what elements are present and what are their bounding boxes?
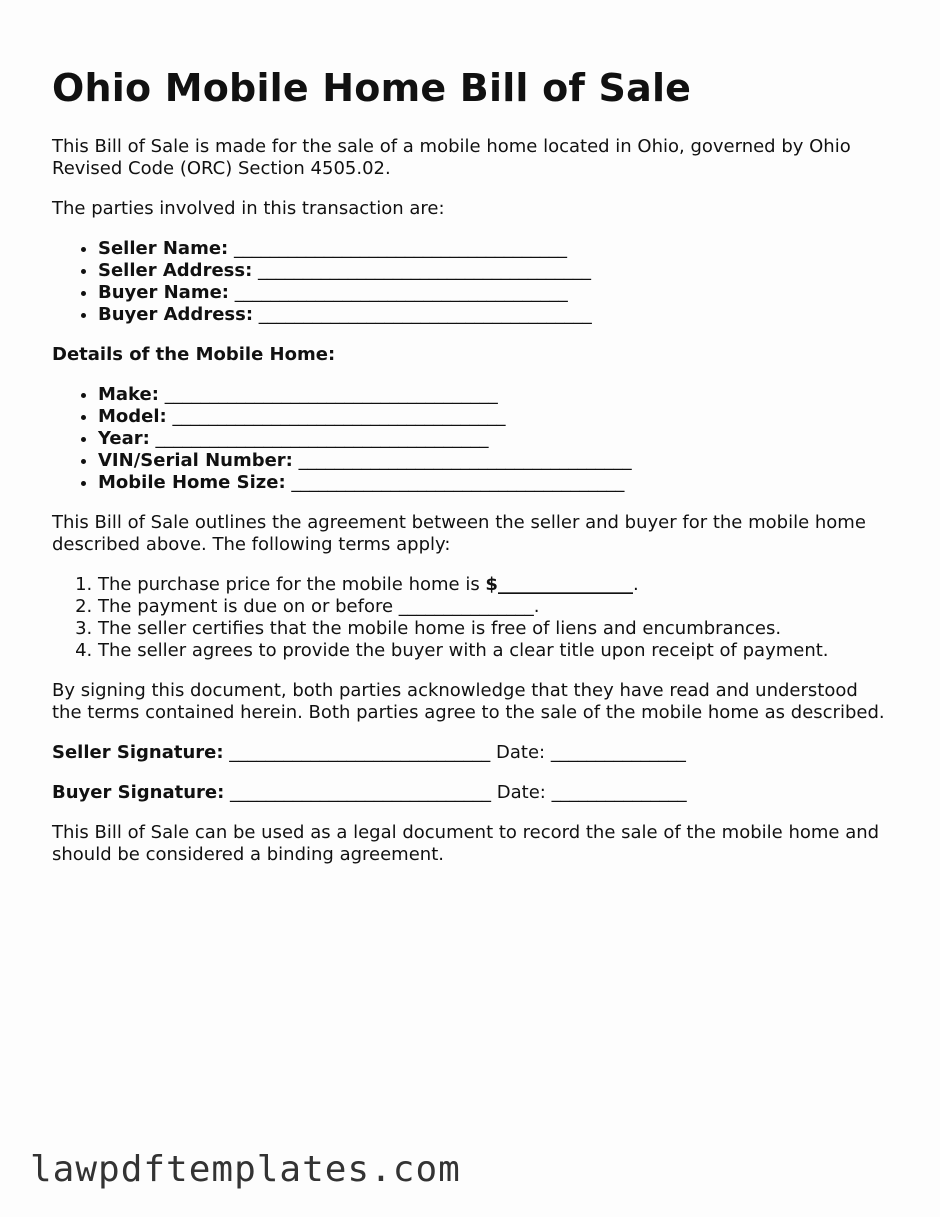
buyer-signature-line [52, 782, 892, 804]
seller-date-field[interactable]: _______________ [545, 742, 686, 763]
seller-date-label: Date: [496, 742, 546, 763]
buyer-address-field[interactable]: _____________________________________ [258, 304, 592, 325]
price-suffix: . [632, 574, 639, 595]
document-title: Ohio Mobile Home Bill of Sale [52, 66, 692, 110]
make-field[interactable]: _____________________________________ [164, 384, 498, 405]
buyer-address-label: Buyer Address: [98, 304, 254, 325]
list-item [98, 260, 892, 282]
intro-paragraph: This Bill of Sale is made for the sale of a mobile home located in Ohio, governed by Ohio Revised Code (ORC) Section 4505.02. [52, 136, 851, 179]
vin-label: VIN/Serial Number: [98, 450, 293, 471]
list-item [98, 574, 892, 596]
model-label: Model: [98, 406, 167, 427]
seller-address-label: Seller Address: [98, 260, 253, 281]
list-item [98, 596, 892, 618]
list-item [98, 282, 892, 304]
make-label: Make: [98, 384, 159, 405]
buyer-name-field[interactable]: _____________________________________ [234, 282, 568, 303]
seller-signature-line [52, 742, 892, 764]
parties-list [52, 238, 892, 326]
document-page [52, 64, 892, 884]
list-item [98, 304, 892, 326]
terms-intro: This Bill of Sale outlines the agreement between the seller and buyer for the mobile home described above. The following terms apply: [52, 512, 866, 555]
terms-list [52, 574, 892, 662]
details-list [52, 384, 892, 494]
buyer-signature-field[interactable]: _____________________________ [224, 782, 497, 803]
buyer-name-label: Buyer Name: [98, 282, 229, 303]
year-field[interactable]: _____________________________________ [155, 428, 489, 449]
size-field[interactable]: _____________________________________ [291, 472, 625, 493]
watermark-text: lawpdftemplates.com [30, 1149, 461, 1190]
buyer-date-label: Date: [496, 782, 546, 803]
price-field[interactable]: $_______________ [485, 574, 633, 595]
model-field[interactable]: _____________________________________ [172, 406, 506, 427]
seller-signature-label: Seller Signature: [52, 742, 224, 763]
size-label: Mobile Home Size: [98, 472, 286, 493]
list-item: 3. The seller certifies that the mobile home is free of liens and encumbrances. [98, 618, 892, 640]
price-text: The purchase price for the mobile home is [98, 574, 486, 595]
list-item [98, 472, 892, 494]
payment-suffix: . [533, 596, 540, 617]
buyer-date-field[interactable]: _______________ [545, 782, 687, 803]
parties-intro: The parties involved in this transaction are: [52, 198, 445, 219]
payment-text: The payment is due on or before [98, 596, 399, 617]
list-item [98, 238, 892, 260]
payment-date-field[interactable]: _______________ [398, 596, 534, 617]
list-item [98, 384, 892, 406]
list-item [98, 406, 892, 428]
list-item: 4. The seller agrees to provide the buyer with a clear title upon receipt of payment. [98, 640, 892, 662]
closing-paragraph: This Bill of Sale can be used as a legal document to record the sale of the mobile home and should be considered a binding agreement. [52, 822, 880, 865]
vin-field[interactable]: _____________________________________ [298, 450, 632, 471]
seller-signature-field[interactable]: _____________________________ [223, 742, 496, 763]
seller-address-field[interactable]: _____________________________________ [258, 260, 592, 281]
list-item [98, 450, 892, 472]
seller-name-field[interactable]: _____________________________________ [233, 238, 567, 259]
seller-name-label: Seller Name: [98, 238, 229, 259]
buyer-signature-label: Buyer Signature: [52, 782, 225, 803]
details-heading: Details of the Mobile Home: [52, 344, 336, 365]
year-label: Year: [98, 428, 150, 449]
list-item [98, 428, 892, 450]
acknowledgment-paragraph: By signing this document, both parties acknowledge that they have read and understood the terms contained herein. Both parties agree to the sale of the mobile home as described. [52, 680, 885, 723]
